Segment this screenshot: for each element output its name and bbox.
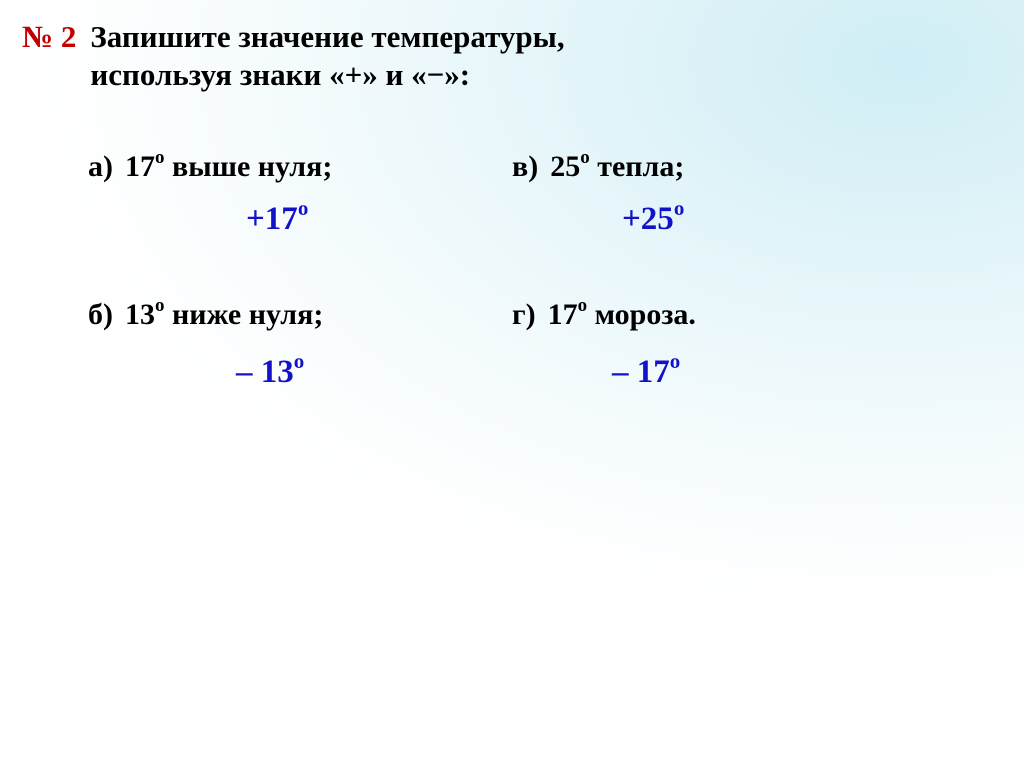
task-header (22, 18, 565, 94)
item-a-value: 17 (125, 150, 155, 183)
degree-sign-icon: о (155, 295, 165, 316)
item-v-value: 25 (550, 150, 581, 183)
degree-sign-icon: о (297, 196, 309, 220)
item-v-question-text (550, 147, 685, 184)
degree-sign-icon: о (580, 147, 590, 168)
item-b-question (88, 295, 508, 332)
degree-sign-icon: о (673, 196, 685, 220)
task-statement (90, 18, 564, 94)
item-a-label: а) (88, 150, 113, 183)
item-b-value: 13 (125, 298, 155, 331)
task-statement-line-2: используя знаки «+» и «−»: (90, 56, 471, 92)
item-a-answer (246, 196, 508, 238)
item-g-answer-value: – 17 (612, 354, 670, 390)
item-b-label: б) (88, 298, 113, 331)
item-a-question-text (125, 147, 333, 184)
item-g-question-text (547, 295, 696, 332)
item-a (88, 147, 508, 238)
item-v-answer-value: +25 (622, 201, 674, 237)
item-b (88, 295, 508, 391)
items-grid (0, 147, 1024, 446)
item-a-answer-value: +17 (246, 201, 298, 237)
items-row-1 (0, 147, 1024, 298)
item-g-rest: мороза. (594, 298, 696, 331)
item-a-question (88, 147, 508, 184)
item-b-answer-value: – 13 (236, 354, 294, 390)
task-statement-line-1: Запишите значение температуры, (90, 19, 565, 54)
degree-sign-icon: о (577, 295, 588, 316)
item-b-rest: ниже нуля; (172, 298, 324, 331)
item-v-answer (622, 196, 942, 238)
item-g-answer (612, 349, 942, 391)
item-v-rest: тепла; (597, 150, 685, 183)
degree-sign-icon: о (155, 147, 165, 168)
item-g-question (512, 295, 942, 332)
item-g-label: г) (512, 298, 536, 331)
item-b-question-text (125, 295, 324, 332)
item-v (512, 147, 942, 238)
item-v-question (512, 147, 942, 184)
task-number: № 2 (22, 19, 77, 54)
item-g (512, 295, 942, 391)
items-row-2 (0, 295, 1024, 446)
degree-sign-icon: о (669, 349, 681, 373)
item-b-answer (236, 349, 508, 391)
item-v-label: в) (512, 150, 539, 183)
item-g-value: 17 (547, 298, 578, 331)
degree-sign-icon: о (293, 349, 305, 373)
item-a-rest: выше нуля; (172, 150, 333, 183)
